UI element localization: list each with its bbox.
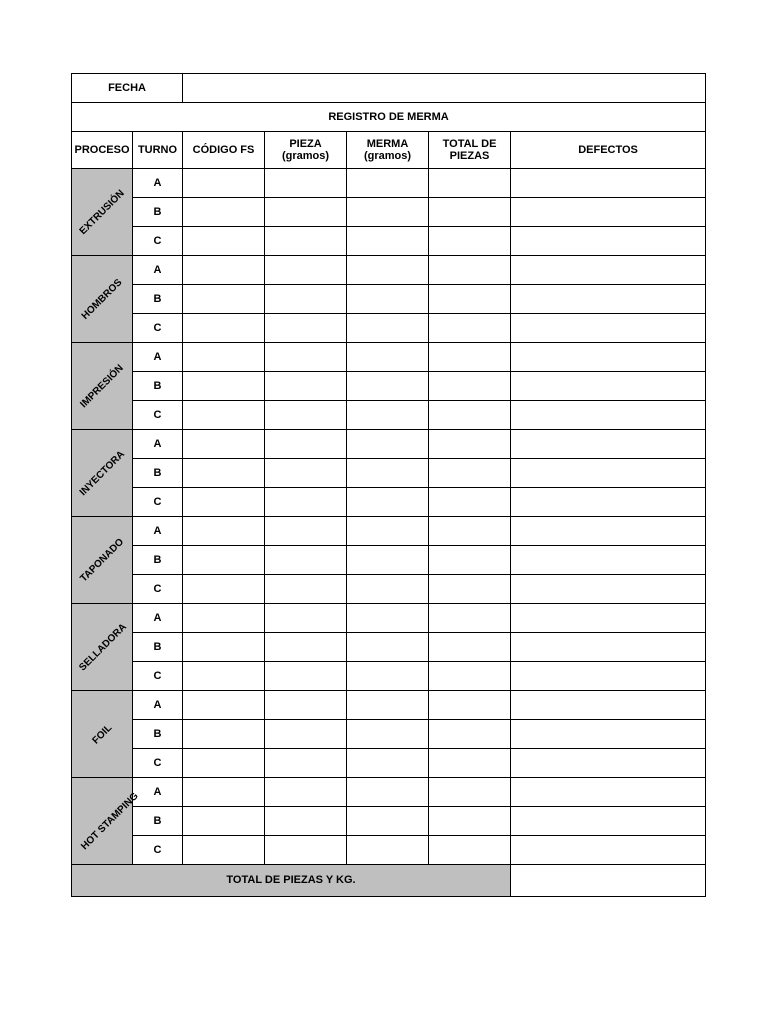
pieza-input-cell[interactable]: [265, 314, 347, 343]
merma-register-form: [71, 73, 706, 897]
codigo-fs-input-cell[interactable]: [183, 401, 265, 430]
codigo-fs-input-cell[interactable]: [183, 169, 265, 198]
table-row: [72, 459, 706, 488]
total-piezas-input-cell[interactable]: [429, 488, 511, 517]
process-label-cell: [72, 604, 133, 691]
table-row: [72, 198, 706, 227]
total-input-cell[interactable]: [511, 865, 706, 897]
header-total-piezas: [429, 132, 511, 169]
pieza-input-cell[interactable]: [265, 604, 347, 633]
total-piezas-input-cell[interactable]: [429, 546, 511, 575]
process-label-cell: [72, 343, 133, 430]
process-label-cell: [72, 691, 133, 778]
total-piezas-input-cell[interactable]: [429, 459, 511, 488]
total-piezas-input-cell[interactable]: [429, 575, 511, 604]
merma-input-cell[interactable]: [347, 256, 429, 285]
process-label-cell: [72, 256, 133, 343]
turno-cell: A: [133, 430, 183, 459]
header-total-line1: TOTAL DE: [442, 137, 497, 150]
merma-input-cell[interactable]: [347, 662, 429, 691]
merma-input-cell[interactable]: [347, 401, 429, 430]
turno-cell: B: [133, 285, 183, 314]
header-pieza: [265, 132, 347, 169]
turno-cell: B: [133, 459, 183, 488]
merma-input-cell[interactable]: [347, 459, 429, 488]
turno-cell: A: [133, 691, 183, 720]
defectos-input-cell[interactable]: [511, 372, 706, 401]
codigo-fs-input-cell[interactable]: [183, 633, 265, 662]
process-name: FOIL: [90, 722, 114, 747]
total-piezas-input-cell[interactable]: [429, 691, 511, 720]
pieza-input-cell[interactable]: [265, 372, 347, 401]
defectos-input-cell[interactable]: [511, 691, 706, 720]
defectos-input-cell[interactable]: [511, 198, 706, 227]
merma-input-cell[interactable]: [347, 575, 429, 604]
merma-input-cell[interactable]: [347, 633, 429, 662]
defectos-input-cell[interactable]: [511, 430, 706, 459]
codigo-fs-input-cell[interactable]: [183, 575, 265, 604]
table-row: [72, 430, 706, 459]
turno-cell: C: [133, 575, 183, 604]
merma-input-cell[interactable]: [347, 749, 429, 778]
defectos-input-cell[interactable]: [511, 633, 706, 662]
table-row: [72, 285, 706, 314]
table-row: [72, 836, 706, 865]
codigo-fs-input-cell[interactable]: [183, 459, 265, 488]
total-piezas-input-cell[interactable]: [429, 285, 511, 314]
codigo-fs-input-cell[interactable]: [183, 691, 265, 720]
header-codigo-fs: CÓDIGO FS: [183, 132, 265, 169]
pieza-input-cell[interactable]: [265, 198, 347, 227]
total-piezas-input-cell[interactable]: [429, 778, 511, 807]
table-row: [72, 720, 706, 749]
total-piezas-input-cell[interactable]: [429, 662, 511, 691]
turno-cell: B: [133, 372, 183, 401]
defectos-input-cell[interactable]: [511, 807, 706, 836]
total-piezas-input-cell[interactable]: [429, 198, 511, 227]
process-label-cell: [72, 517, 133, 604]
table-row: [72, 749, 706, 778]
turno-cell: A: [133, 169, 183, 198]
total-piezas-input-cell[interactable]: [429, 169, 511, 198]
pieza-input-cell[interactable]: [265, 546, 347, 575]
defectos-input-cell[interactable]: [511, 401, 706, 430]
table-row: [72, 372, 706, 401]
merma-input-cell[interactable]: [347, 836, 429, 865]
header-pieza-line1: PIEZA: [289, 137, 322, 150]
total-piezas-input-cell[interactable]: [429, 256, 511, 285]
defectos-input-cell[interactable]: [511, 343, 706, 372]
merma-input-cell[interactable]: [347, 343, 429, 372]
codigo-fs-input-cell[interactable]: [183, 604, 265, 633]
defectos-input-cell[interactable]: [511, 720, 706, 749]
turno-cell: C: [133, 749, 183, 778]
turno-cell: A: [133, 604, 183, 633]
total-piezas-input-cell[interactable]: [429, 430, 511, 459]
header-merma-line2: (gramos): [363, 150, 412, 162]
turno-cell: A: [133, 256, 183, 285]
table-row: [72, 807, 706, 836]
pieza-input-cell[interactable]: [265, 430, 347, 459]
merma-input-cell[interactable]: [347, 546, 429, 575]
codigo-fs-input-cell[interactable]: [183, 720, 265, 749]
total-row: [72, 865, 706, 897]
turno-cell: B: [133, 720, 183, 749]
table-row: [72, 575, 706, 604]
turno-cell: B: [133, 633, 183, 662]
total-piezas-input-cell[interactable]: [429, 749, 511, 778]
defectos-input-cell[interactable]: [511, 285, 706, 314]
total-piezas-input-cell[interactable]: [429, 372, 511, 401]
total-piezas-input-cell[interactable]: [429, 314, 511, 343]
header-turno: TURNO: [133, 132, 183, 169]
table-row: [72, 662, 706, 691]
pieza-input-cell[interactable]: [265, 459, 347, 488]
merma-input-cell[interactable]: [347, 807, 429, 836]
defectos-input-cell[interactable]: [511, 662, 706, 691]
pieza-input-cell[interactable]: [265, 662, 347, 691]
pieza-input-cell[interactable]: [265, 227, 347, 256]
table-row: [72, 778, 706, 807]
pieza-input-cell[interactable]: [265, 778, 347, 807]
table-row: [72, 488, 706, 517]
turno-cell: A: [133, 517, 183, 546]
pieza-input-cell[interactable]: [265, 633, 347, 662]
table-row: [72, 343, 706, 372]
table-row: [72, 314, 706, 343]
merma-input-cell[interactable]: [347, 691, 429, 720]
total-piezas-input-cell[interactable]: [429, 343, 511, 372]
defectos-input-cell[interactable]: [511, 749, 706, 778]
total-piezas-input-cell[interactable]: [429, 401, 511, 430]
turno-cell: C: [133, 488, 183, 517]
header-merma: [347, 132, 429, 169]
pieza-input-cell[interactable]: [265, 285, 347, 314]
merma-input-cell[interactable]: [347, 285, 429, 314]
pieza-input-cell[interactable]: [265, 517, 347, 546]
defectos-input-cell[interactable]: [511, 459, 706, 488]
header-defectos: DEFECTOS: [511, 132, 706, 169]
header-proceso: PROCESO: [72, 132, 133, 169]
process-name: INYECTORA: [77, 448, 127, 499]
table-row: [72, 517, 706, 546]
title-row: [72, 103, 706, 132]
merma-input-cell[interactable]: [347, 227, 429, 256]
defectos-input-cell[interactable]: [511, 227, 706, 256]
merma-input-cell[interactable]: [347, 488, 429, 517]
process-name: IMPRESIÓN: [78, 362, 126, 411]
header-merma-line1: MERMA: [366, 137, 409, 150]
merma-input-cell[interactable]: [347, 314, 429, 343]
table-row: [72, 227, 706, 256]
merma-input-cell[interactable]: [347, 604, 429, 633]
turno-cell: A: [133, 778, 183, 807]
pieza-input-cell[interactable]: [265, 575, 347, 604]
codigo-fs-input-cell[interactable]: [183, 198, 265, 227]
total-piezas-input-cell[interactable]: [429, 227, 511, 256]
turno-cell: C: [133, 401, 183, 430]
defectos-input-cell[interactable]: [511, 778, 706, 807]
process-name: TAPONADO: [78, 536, 126, 585]
defectos-input-cell[interactable]: [511, 604, 706, 633]
turno-cell: C: [133, 836, 183, 865]
merma-input-cell[interactable]: [347, 778, 429, 807]
process-name: SELLADORA: [77, 621, 130, 674]
defectos-input-cell[interactable]: [511, 575, 706, 604]
codigo-fs-input-cell[interactable]: [183, 662, 265, 691]
turno-cell: C: [133, 314, 183, 343]
merma-input-cell[interactable]: [347, 372, 429, 401]
fecha-input-cell[interactable]: [183, 74, 706, 103]
pieza-input-cell[interactable]: [265, 720, 347, 749]
pieza-input-cell[interactable]: [265, 343, 347, 372]
codigo-fs-input-cell[interactable]: [183, 807, 265, 836]
codigo-fs-input-cell[interactable]: [183, 430, 265, 459]
table-row: [72, 401, 706, 430]
codigo-fs-input-cell[interactable]: [183, 343, 265, 372]
total-piezas-input-cell[interactable]: [429, 604, 511, 633]
table-row: [72, 691, 706, 720]
codigo-fs-input-cell[interactable]: [183, 836, 265, 865]
codigo-fs-input-cell[interactable]: [183, 314, 265, 343]
process-label-cell: [72, 169, 133, 256]
merma-input-cell[interactable]: [347, 198, 429, 227]
total-piezas-input-cell[interactable]: [429, 836, 511, 865]
pieza-input-cell[interactable]: [265, 836, 347, 865]
total-piezas-input-cell[interactable]: [429, 720, 511, 749]
turno-cell: C: [133, 227, 183, 256]
defectos-input-cell[interactable]: [511, 314, 706, 343]
process-name: HOMBROS: [79, 277, 125, 322]
process-name: HOT STAMPING: [79, 790, 141, 853]
table-row: [72, 169, 706, 198]
turno-cell: B: [133, 546, 183, 575]
defectos-input-cell[interactable]: [511, 517, 706, 546]
process-label-cell: [72, 430, 133, 517]
column-header-row: [72, 132, 706, 169]
pieza-input-cell[interactable]: [265, 169, 347, 198]
codigo-fs-input-cell[interactable]: [183, 372, 265, 401]
merma-input-cell[interactable]: [347, 720, 429, 749]
fecha-label: FECHA: [72, 74, 183, 103]
total-piezas-input-cell[interactable]: [429, 517, 511, 546]
merma-input-cell[interactable]: [347, 169, 429, 198]
codigo-fs-input-cell[interactable]: [183, 546, 265, 575]
total-piezas-input-cell[interactable]: [429, 633, 511, 662]
table-row: [72, 633, 706, 662]
codigo-fs-input-cell[interactable]: [183, 488, 265, 517]
codigo-fs-input-cell[interactable]: [183, 227, 265, 256]
turno-cell: B: [133, 198, 183, 227]
codigo-fs-input-cell[interactable]: [183, 285, 265, 314]
merma-input-cell[interactable]: [347, 517, 429, 546]
turno-cell: C: [133, 662, 183, 691]
pieza-input-cell[interactable]: [265, 749, 347, 778]
fecha-row: [72, 74, 706, 103]
process-name: EXTRUSIÓN: [77, 187, 127, 237]
codigo-fs-input-cell[interactable]: [183, 749, 265, 778]
pieza-input-cell[interactable]: [265, 488, 347, 517]
defectos-input-cell[interactable]: [511, 256, 706, 285]
total-piezas-input-cell[interactable]: [429, 807, 511, 836]
defectos-input-cell[interactable]: [511, 488, 706, 517]
codigo-fs-input-cell[interactable]: [183, 256, 265, 285]
merma-input-cell[interactable]: [347, 430, 429, 459]
pieza-input-cell[interactable]: [265, 256, 347, 285]
header-total-line2: PIEZAS: [449, 150, 490, 162]
table-row: [72, 546, 706, 575]
table-row: [72, 256, 706, 285]
pieza-input-cell[interactable]: [265, 807, 347, 836]
codigo-fs-input-cell[interactable]: [183, 778, 265, 807]
header-pieza-line2: (gramos): [281, 150, 330, 162]
process-label-cell: [72, 778, 141, 865]
defectos-input-cell[interactable]: [511, 169, 706, 198]
table-row: [72, 604, 706, 633]
turno-cell: A: [133, 343, 183, 372]
total-label: TOTAL DE PIEZAS Y KG.: [72, 865, 511, 897]
defectos-input-cell[interactable]: [511, 836, 706, 865]
defectos-input-cell[interactable]: [511, 546, 706, 575]
turno-cell: B: [133, 807, 183, 836]
pieza-input-cell[interactable]: [265, 401, 347, 430]
pieza-input-cell[interactable]: [265, 691, 347, 720]
form-title: REGISTRO DE MERMA: [72, 103, 706, 132]
codigo-fs-input-cell[interactable]: [183, 517, 265, 546]
